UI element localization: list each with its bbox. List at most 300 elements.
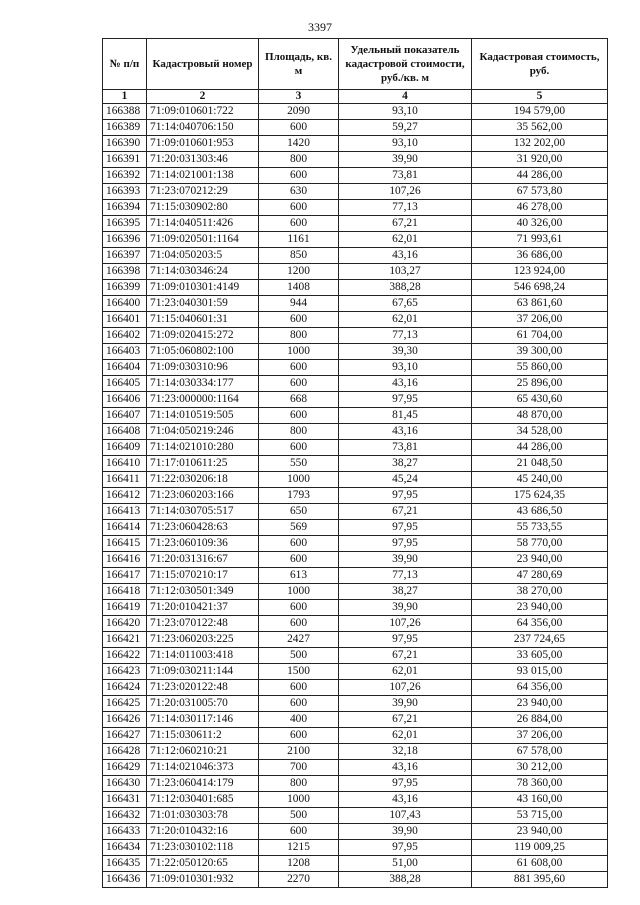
unit-rate-cell: 39,90 xyxy=(339,696,472,712)
cadastral-number-cell: 71:15:040601:31 xyxy=(147,312,259,328)
cadastral-value-cell: 881 395,60 xyxy=(472,872,608,888)
table-row xyxy=(103,568,608,584)
table-row xyxy=(103,728,608,744)
cadastral-value-cell: 43 160,00 xyxy=(472,792,608,808)
table-row xyxy=(103,392,608,408)
header-cadastral-number: Кадастровый номер xyxy=(147,39,259,90)
table-row xyxy=(103,184,608,200)
area-cell: 600 xyxy=(259,696,339,712)
unit-rate-cell: 38,27 xyxy=(339,456,472,472)
header-cadastral-value: Кадастровая стоимость, руб. xyxy=(472,39,608,90)
cadastral-value-cell: 25 896,00 xyxy=(472,376,608,392)
cadastral-value-cell: 48 870,00 xyxy=(472,408,608,424)
cadastral-number-cell: 71:05:060802:100 xyxy=(147,344,259,360)
cadastral-number-cell: 71:23:060109:36 xyxy=(147,536,259,552)
row-number-cell: 166401 xyxy=(103,312,147,328)
cadastral-value-cell: 237 724,65 xyxy=(472,632,608,648)
area-cell: 1000 xyxy=(259,584,339,600)
cadastral-value-cell: 65 430,60 xyxy=(472,392,608,408)
unit-rate-cell: 43,16 xyxy=(339,424,472,440)
cadastral-number-cell: 71:14:030705:517 xyxy=(147,504,259,520)
table-row xyxy=(103,504,608,520)
table-row xyxy=(103,440,608,456)
cadastral-value-cell: 23 940,00 xyxy=(472,600,608,616)
unit-rate-cell: 39,90 xyxy=(339,824,472,840)
area-cell: 2427 xyxy=(259,632,339,648)
row-number-cell: 166397 xyxy=(103,248,147,264)
unit-rate-cell: 67,21 xyxy=(339,216,472,232)
row-number-cell: 166409 xyxy=(103,440,147,456)
table-row xyxy=(103,856,608,872)
cadastral-value-cell: 44 286,00 xyxy=(472,168,608,184)
table-row xyxy=(103,168,608,184)
area-cell: 800 xyxy=(259,776,339,792)
area-cell: 600 xyxy=(259,440,339,456)
row-number-cell: 166434 xyxy=(103,840,147,856)
row-number-cell: 166412 xyxy=(103,488,147,504)
cadastral-number-cell: 71:15:030902:80 xyxy=(147,200,259,216)
table-row xyxy=(103,664,608,680)
cadastral-value-cell: 45 240,00 xyxy=(472,472,608,488)
row-number-cell: 166395 xyxy=(103,216,147,232)
unit-rate-cell: 62,01 xyxy=(339,664,472,680)
row-number-cell: 166410 xyxy=(103,456,147,472)
area-cell: 700 xyxy=(259,760,339,776)
table-row xyxy=(103,552,608,568)
row-number-cell: 166391 xyxy=(103,152,147,168)
area-cell: 800 xyxy=(259,424,339,440)
row-number-cell: 166416 xyxy=(103,552,147,568)
table-header-row xyxy=(103,39,608,90)
unit-rate-cell: 97,95 xyxy=(339,488,472,504)
unit-rate-cell: 388,28 xyxy=(339,872,472,888)
row-number-cell: 166424 xyxy=(103,680,147,696)
table-row xyxy=(103,792,608,808)
unit-rate-cell: 107,43 xyxy=(339,808,472,824)
area-cell: 600 xyxy=(259,600,339,616)
cadastral-value-cell: 43 686,50 xyxy=(472,504,608,520)
unit-rate-cell: 97,95 xyxy=(339,632,472,648)
cadastral-number-cell: 71:14:030334:177 xyxy=(147,376,259,392)
unit-rate-cell: 43,16 xyxy=(339,792,472,808)
unit-rate-cell: 77,13 xyxy=(339,200,472,216)
table-row xyxy=(103,760,608,776)
area-cell: 500 xyxy=(259,648,339,664)
cadastral-number-cell: 71:14:030117:146 xyxy=(147,712,259,728)
cadastral-number-cell: 71:04:050219:246 xyxy=(147,424,259,440)
table-row xyxy=(103,744,608,760)
area-cell: 600 xyxy=(259,168,339,184)
row-number-cell: 166405 xyxy=(103,376,147,392)
area-cell: 500 xyxy=(259,808,339,824)
area-cell: 550 xyxy=(259,456,339,472)
area-cell: 1500 xyxy=(259,664,339,680)
unit-rate-cell: 32,18 xyxy=(339,744,472,760)
cadastral-number-cell: 71:09:030310:96 xyxy=(147,360,259,376)
unit-rate-cell: 67,21 xyxy=(339,648,472,664)
unit-rate-cell: 93,10 xyxy=(339,104,472,120)
cadastral-value-cell: 61 608,00 xyxy=(472,856,608,872)
row-number-cell: 166418 xyxy=(103,584,147,600)
column-number: 4 xyxy=(339,90,472,104)
row-number-cell: 166417 xyxy=(103,568,147,584)
row-number-cell: 166421 xyxy=(103,632,147,648)
table-row xyxy=(103,616,608,632)
unit-rate-cell: 107,26 xyxy=(339,680,472,696)
table-row xyxy=(103,264,608,280)
cadastral-number-cell: 71:23:030102:118 xyxy=(147,840,259,856)
cadastral-number-cell: 71:23:070122:48 xyxy=(147,616,259,632)
unit-rate-cell: 388,28 xyxy=(339,280,472,296)
cadastral-number-cell: 71:14:011003:418 xyxy=(147,648,259,664)
row-number-cell: 166398 xyxy=(103,264,147,280)
cadastral-value-cell: 53 715,00 xyxy=(472,808,608,824)
area-cell: 800 xyxy=(259,328,339,344)
cadastral-value-cell: 44 286,00 xyxy=(472,440,608,456)
cadastral-value-cell: 119 009,25 xyxy=(472,840,608,856)
cadastral-value-cell: 78 360,00 xyxy=(472,776,608,792)
cadastral-value-cell: 37 206,00 xyxy=(472,728,608,744)
table-body xyxy=(103,104,608,888)
area-cell: 569 xyxy=(259,520,339,536)
area-cell: 800 xyxy=(259,152,339,168)
table-row xyxy=(103,136,608,152)
cadastral-value-table xyxy=(102,38,608,888)
area-cell: 1000 xyxy=(259,344,339,360)
row-number-cell: 166432 xyxy=(103,808,147,824)
table-row xyxy=(103,536,608,552)
cadastral-number-cell: 71:23:060203:225 xyxy=(147,632,259,648)
area-cell: 1408 xyxy=(259,280,339,296)
row-number-cell: 166400 xyxy=(103,296,147,312)
cadastral-number-cell: 71:09:030211:144 xyxy=(147,664,259,680)
cadastral-number-cell: 71:20:010421:37 xyxy=(147,600,259,616)
table-row xyxy=(103,776,608,792)
cadastral-value-cell: 194 579,00 xyxy=(472,104,608,120)
table-row xyxy=(103,584,608,600)
table-row xyxy=(103,312,608,328)
area-cell: 600 xyxy=(259,552,339,568)
cadastral-number-cell: 71:20:031005:70 xyxy=(147,696,259,712)
area-cell: 600 xyxy=(259,312,339,328)
row-number-cell: 166413 xyxy=(103,504,147,520)
cadastral-number-cell: 71:09:010301:932 xyxy=(147,872,259,888)
cadastral-value-cell: 93 015,00 xyxy=(472,664,608,680)
row-number-cell: 166433 xyxy=(103,824,147,840)
table-row xyxy=(103,152,608,168)
column-number: 2 xyxy=(147,90,259,104)
cadastral-value-cell: 23 940,00 xyxy=(472,824,608,840)
cadastral-number-cell: 71:12:030401:685 xyxy=(147,792,259,808)
cadastral-number-cell: 71:09:010301:4149 xyxy=(147,280,259,296)
area-cell: 944 xyxy=(259,296,339,312)
row-number-cell: 166406 xyxy=(103,392,147,408)
area-cell: 600 xyxy=(259,216,339,232)
unit-rate-cell: 62,01 xyxy=(339,728,472,744)
row-number-cell: 166404 xyxy=(103,360,147,376)
cadastral-value-cell: 175 624,35 xyxy=(472,488,608,504)
cadastral-value-cell: 26 884,00 xyxy=(472,712,608,728)
table-row xyxy=(103,216,608,232)
area-cell: 668 xyxy=(259,392,339,408)
cadastral-number-cell: 71:12:060210:21 xyxy=(147,744,259,760)
row-number-cell: 166423 xyxy=(103,664,147,680)
cadastral-number-cell: 71:23:000000:1164 xyxy=(147,392,259,408)
unit-rate-cell: 38,27 xyxy=(339,584,472,600)
unit-rate-cell: 43,16 xyxy=(339,376,472,392)
cadastral-number-cell: 71:23:070212:29 xyxy=(147,184,259,200)
area-cell: 600 xyxy=(259,376,339,392)
unit-rate-cell: 67,65 xyxy=(339,296,472,312)
cadastral-number-cell: 71:12:030501:349 xyxy=(147,584,259,600)
cadastral-number-cell: 71:23:060428:63 xyxy=(147,520,259,536)
cadastral-value-cell: 23 940,00 xyxy=(472,552,608,568)
cadastral-value-cell: 67 573,80 xyxy=(472,184,608,200)
cadastral-value-cell: 38 270,00 xyxy=(472,584,608,600)
cadastral-number-cell: 71:14:040706:150 xyxy=(147,120,259,136)
cadastral-value-cell: 46 278,00 xyxy=(472,200,608,216)
unit-rate-cell: 97,95 xyxy=(339,840,472,856)
cadastral-number-cell: 71:20:031303:46 xyxy=(147,152,259,168)
table-row xyxy=(103,520,608,536)
cadastral-number-cell: 71:23:040301:59 xyxy=(147,296,259,312)
cadastral-value-cell: 123 924,00 xyxy=(472,264,608,280)
unit-rate-cell: 93,10 xyxy=(339,136,472,152)
cadastral-value-cell: 35 562,00 xyxy=(472,120,608,136)
unit-rate-cell: 39,90 xyxy=(339,152,472,168)
area-cell: 850 xyxy=(259,248,339,264)
unit-rate-cell: 107,26 xyxy=(339,184,472,200)
area-cell: 613 xyxy=(259,568,339,584)
header-row-number: № п/п xyxy=(103,39,147,90)
table-row xyxy=(103,488,608,504)
cadastral-value-cell: 33 605,00 xyxy=(472,648,608,664)
cadastral-number-cell: 71:17:010611:25 xyxy=(147,456,259,472)
row-number-cell: 166407 xyxy=(103,408,147,424)
row-number-cell: 166388 xyxy=(103,104,147,120)
unit-rate-cell: 93,10 xyxy=(339,360,472,376)
table-row xyxy=(103,696,608,712)
cadastral-number-cell: 71:23:060203:166 xyxy=(147,488,259,504)
area-cell: 600 xyxy=(259,408,339,424)
cadastral-number-cell: 71:15:070210:17 xyxy=(147,568,259,584)
cadastral-value-cell: 55 860,00 xyxy=(472,360,608,376)
cadastral-number-cell: 71:04:050203:5 xyxy=(147,248,259,264)
table-row xyxy=(103,872,608,888)
cadastral-value-cell: 21 048,50 xyxy=(472,456,608,472)
row-number-cell: 166408 xyxy=(103,424,147,440)
cadastral-number-cell: 71:09:010601:722 xyxy=(147,104,259,120)
row-number-cell: 166427 xyxy=(103,728,147,744)
cadastral-value-cell: 132 202,00 xyxy=(472,136,608,152)
area-cell: 400 xyxy=(259,712,339,728)
area-cell: 1215 xyxy=(259,840,339,856)
area-cell: 600 xyxy=(259,616,339,632)
cadastral-number-cell: 71:22:050120:65 xyxy=(147,856,259,872)
cadastral-value-cell: 64 356,00 xyxy=(472,616,608,632)
cadastral-number-cell: 71:09:020501:1164 xyxy=(147,232,259,248)
row-number-cell: 166435 xyxy=(103,856,147,872)
row-number-cell: 166430 xyxy=(103,776,147,792)
unit-rate-cell: 67,21 xyxy=(339,504,472,520)
table-row xyxy=(103,680,608,696)
table-row xyxy=(103,344,608,360)
cadastral-value-cell: 67 578,00 xyxy=(472,744,608,760)
unit-rate-cell: 73,81 xyxy=(339,168,472,184)
cadastral-number-cell: 71:01:030303:78 xyxy=(147,808,259,824)
table-row xyxy=(103,712,608,728)
table-row xyxy=(103,840,608,856)
table-row xyxy=(103,632,608,648)
unit-rate-cell: 62,01 xyxy=(339,312,472,328)
area-cell: 600 xyxy=(259,536,339,552)
unit-rate-cell: 39,90 xyxy=(339,552,472,568)
area-cell: 600 xyxy=(259,680,339,696)
area-cell: 600 xyxy=(259,728,339,744)
cadastral-number-cell: 71:14:021010:280 xyxy=(147,440,259,456)
cadastral-number-cell: 71:20:010432:16 xyxy=(147,824,259,840)
cadastral-value-cell: 40 326,00 xyxy=(472,216,608,232)
area-cell: 2090 xyxy=(259,104,339,120)
unit-rate-cell: 97,95 xyxy=(339,520,472,536)
area-cell: 1200 xyxy=(259,264,339,280)
row-number-cell: 166436 xyxy=(103,872,147,888)
area-cell: 1000 xyxy=(259,792,339,808)
unit-rate-cell: 67,21 xyxy=(339,712,472,728)
area-cell: 1000 xyxy=(259,472,339,488)
cadastral-number-cell: 71:22:030206:18 xyxy=(147,472,259,488)
row-number-cell: 166426 xyxy=(103,712,147,728)
cadastral-number-cell: 71:14:030346:24 xyxy=(147,264,259,280)
row-number-cell: 166403 xyxy=(103,344,147,360)
cadastral-number-cell: 71:09:020415:272 xyxy=(147,328,259,344)
cadastral-value-cell: 39 300,00 xyxy=(472,344,608,360)
area-cell: 630 xyxy=(259,184,339,200)
unit-rate-cell: 39,90 xyxy=(339,600,472,616)
row-number-cell: 166411 xyxy=(103,472,147,488)
area-cell: 1793 xyxy=(259,488,339,504)
row-number-cell: 166402 xyxy=(103,328,147,344)
area-cell: 650 xyxy=(259,504,339,520)
table-row xyxy=(103,360,608,376)
table-row xyxy=(103,424,608,440)
header-area: Площадь, кв. м xyxy=(259,39,339,90)
cadastral-number-cell: 71:20:031316:67 xyxy=(147,552,259,568)
table-row xyxy=(103,472,608,488)
area-cell: 2100 xyxy=(259,744,339,760)
page-number: 3397 xyxy=(308,20,332,34)
cadastral-value-cell: 47 280,69 xyxy=(472,568,608,584)
table-row xyxy=(103,376,608,392)
row-number-cell: 166420 xyxy=(103,616,147,632)
unit-rate-cell: 43,16 xyxy=(339,760,472,776)
area-cell: 600 xyxy=(259,824,339,840)
unit-rate-cell: 77,13 xyxy=(339,568,472,584)
table-row xyxy=(103,808,608,824)
unit-rate-cell: 97,95 xyxy=(339,536,472,552)
table-row xyxy=(103,200,608,216)
row-number-cell: 166428 xyxy=(103,744,147,760)
cadastral-number-cell: 71:09:010601:953 xyxy=(147,136,259,152)
row-number-cell: 166390 xyxy=(103,136,147,152)
cadastral-value-cell: 71 993,61 xyxy=(472,232,608,248)
cadastral-number-cell: 71:15:030611:2 xyxy=(147,728,259,744)
table-row xyxy=(103,248,608,264)
table-row xyxy=(103,120,608,136)
table-row xyxy=(103,408,608,424)
cadastral-number-cell: 71:14:010519:505 xyxy=(147,408,259,424)
row-number-cell: 166414 xyxy=(103,520,147,536)
unit-rate-cell: 45,24 xyxy=(339,472,472,488)
row-number-cell: 166431 xyxy=(103,792,147,808)
cadastral-value-cell: 34 528,00 xyxy=(472,424,608,440)
cadastral-value-cell: 58 770,00 xyxy=(472,536,608,552)
unit-rate-cell: 73,81 xyxy=(339,440,472,456)
cadastral-value-cell: 55 733,55 xyxy=(472,520,608,536)
unit-rate-cell: 107,26 xyxy=(339,616,472,632)
row-number-cell: 166422 xyxy=(103,648,147,664)
table-row xyxy=(103,648,608,664)
row-number-cell: 166392 xyxy=(103,168,147,184)
table-row xyxy=(103,600,608,616)
row-number-cell: 166429 xyxy=(103,760,147,776)
unit-rate-cell: 39,30 xyxy=(339,344,472,360)
row-number-cell: 166394 xyxy=(103,200,147,216)
unit-rate-cell: 62,01 xyxy=(339,232,472,248)
cadastral-value-cell: 30 212,00 xyxy=(472,760,608,776)
area-cell: 600 xyxy=(259,120,339,136)
area-cell: 1161 xyxy=(259,232,339,248)
table-row xyxy=(103,824,608,840)
table-row xyxy=(103,296,608,312)
row-number-cell: 166393 xyxy=(103,184,147,200)
area-cell: 600 xyxy=(259,360,339,376)
column-number: 3 xyxy=(259,90,339,104)
cadastral-value-cell: 37 206,00 xyxy=(472,312,608,328)
area-cell: 2270 xyxy=(259,872,339,888)
row-number-cell: 166415 xyxy=(103,536,147,552)
unit-rate-cell: 97,95 xyxy=(339,776,472,792)
table-row xyxy=(103,456,608,472)
unit-rate-cell: 81,45 xyxy=(339,408,472,424)
cadastral-value-cell: 31 920,00 xyxy=(472,152,608,168)
unit-rate-cell: 43,16 xyxy=(339,248,472,264)
cadastral-value-cell: 61 704,00 xyxy=(472,328,608,344)
cadastral-value-cell: 64 356,00 xyxy=(472,680,608,696)
unit-rate-cell: 97,95 xyxy=(339,392,472,408)
column-number-row xyxy=(103,90,608,104)
row-number-cell: 166399 xyxy=(103,280,147,296)
cadastral-value-cell: 63 861,60 xyxy=(472,296,608,312)
cadastral-number-cell: 71:23:020122:48 xyxy=(147,680,259,696)
row-number-cell: 166396 xyxy=(103,232,147,248)
unit-rate-cell: 51,00 xyxy=(339,856,472,872)
row-number-cell: 166389 xyxy=(103,120,147,136)
table-row xyxy=(103,104,608,120)
cadastral-number-cell: 71:14:021046:373 xyxy=(147,760,259,776)
unit-rate-cell: 103,27 xyxy=(339,264,472,280)
cadastral-value-cell: 546 698,24 xyxy=(472,280,608,296)
cadastral-number-cell: 71:14:040511:426 xyxy=(147,216,259,232)
unit-rate-cell: 59,27 xyxy=(339,120,472,136)
cadastral-value-cell: 23 940,00 xyxy=(472,696,608,712)
table-row xyxy=(103,280,608,296)
unit-rate-cell: 77,13 xyxy=(339,328,472,344)
area-cell: 1420 xyxy=(259,136,339,152)
header-unit-rate: Удельный показатель кадастровой стоимости, руб./кв. м xyxy=(339,39,472,90)
area-cell: 600 xyxy=(259,200,339,216)
column-number: 5 xyxy=(472,90,608,104)
